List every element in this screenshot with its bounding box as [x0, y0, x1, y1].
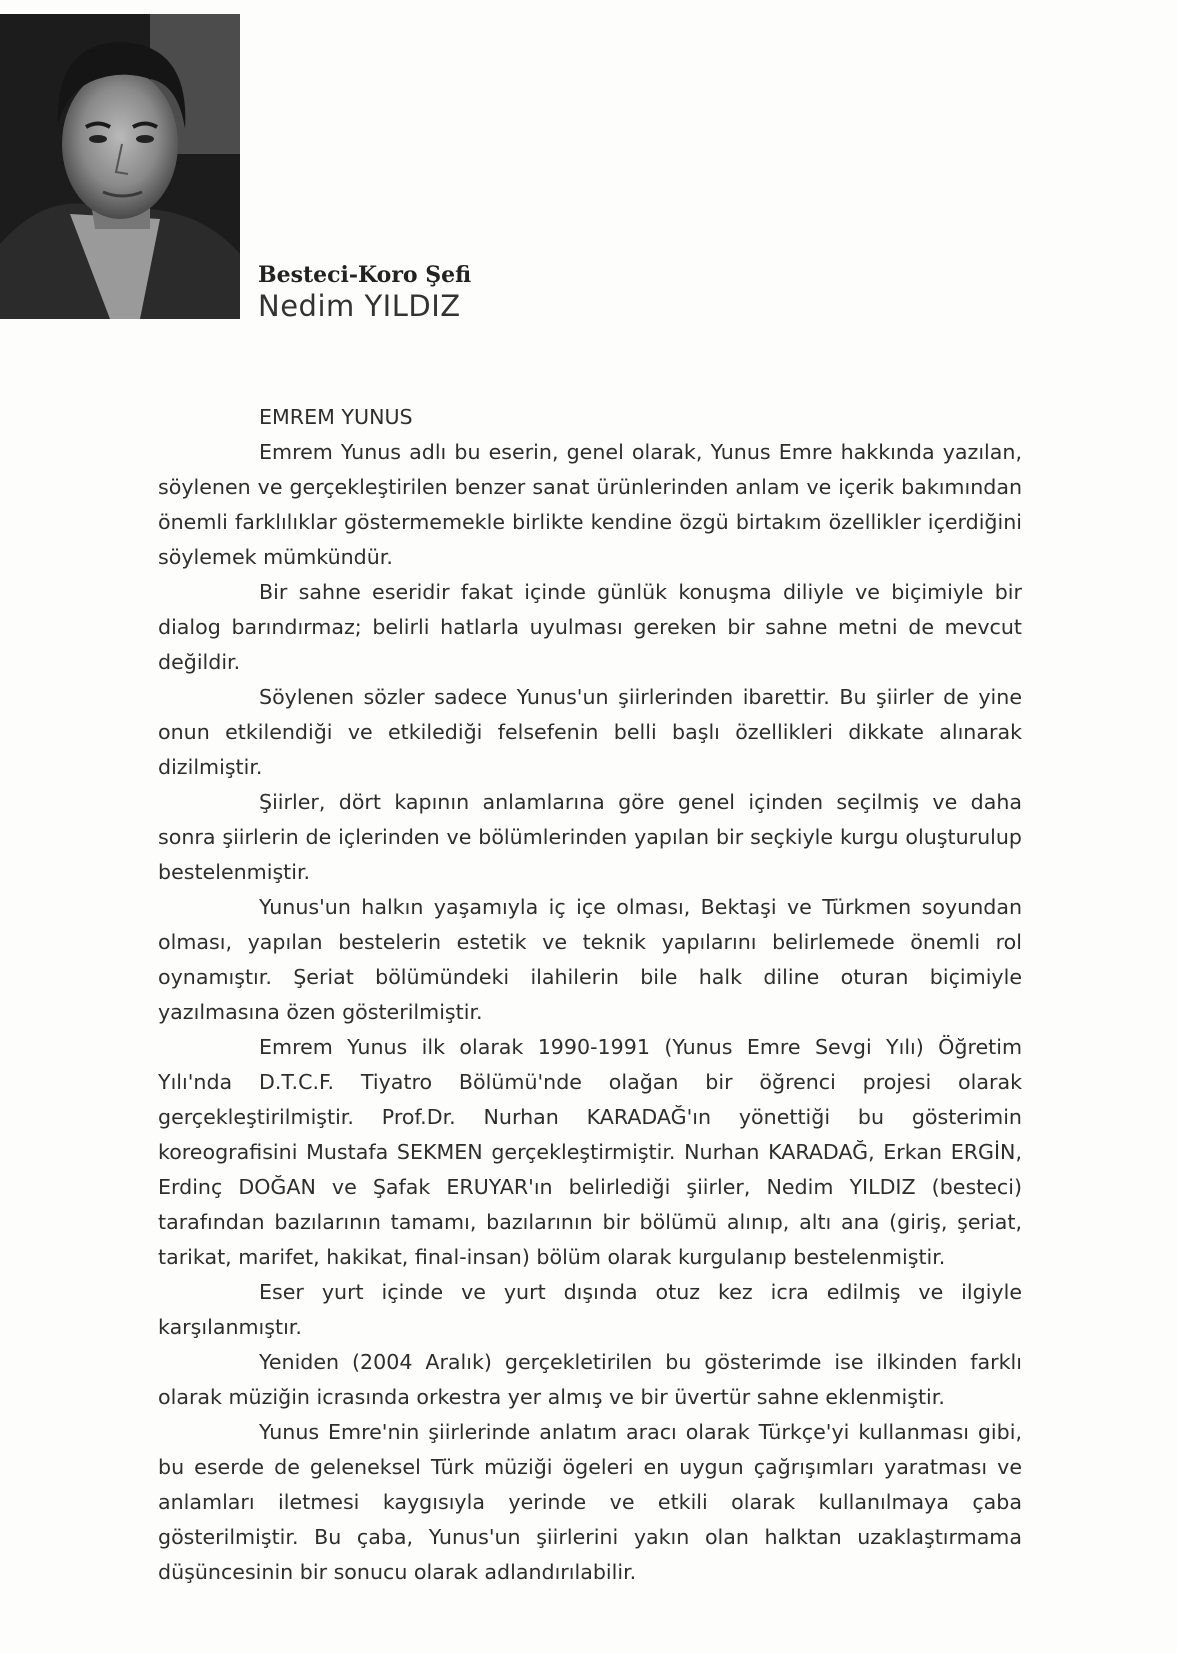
article-paragraph: Yeniden (2004 Aralık) gerçekletirilen bu gösterimde ise ilkinden farklı olarak müziğin icrasında orkestra yer almış ve bir üvertür sahne eklenmiştir.: [158, 1350, 1022, 1409]
article-paragraph: Şiirler, dört kapının anlamlarına göre genel içinden seçilmiş ve daha sonra şiirlerin de içlerinden ve bölümlerinden yapılan bir seçkiyle kurgu oluşturulup bestelenmiştir.: [158, 790, 1022, 884]
article-paragraph: Emrem Yunus adlı bu eserin, genel olarak, Yunus Emre hakkında yazılan, söylenen ve gerçekleştirilen benzer sanat ürünlerinden anlam ve içerik bakımından önemli farklılıklar göstermemekle birlikte kendine özgü birtakım özellikler içerdiğini söylemek mümkündür.: [158, 440, 1022, 569]
article-heading: EMREM YUNUS: [259, 405, 413, 429]
article-paragraph: Yunus Emre'nin şiirlerinde anlatım aracı olarak Türkçe'yi kullanması gibi, bu eserde de geleneksel Türk müziği ögeleri en uygun çağrışımları yaratması ve anlamları iletmesi kaygısıyla yerinde ve etkili olarak kullanılmaya çaba gösterilmiştir. Bu çaba, Yunus'un şiirlerini yakın olan halktan uzaklaştırmama düşüncesinin bir sonucu olarak adlandırılabilir.: [158, 1420, 1022, 1584]
profile-name: Nedim YILDIZ: [258, 289, 461, 323]
article-paragraph: Bir sahne eseridir fakat içinde günlük konuşma diliyle ve biçimiyle bir dialog barındırmaz; belirli hatlarla uyulması gereken bir sahne metni de mevcut değildir.: [158, 580, 1022, 674]
article-paragraph: Yunus'un halkın yaşamıyla iç içe olması, Bektaşi ve Türkmen soyundan olması, yapılan bestelerin estetik ve teknik yapılarını belirlemede önemli rol oynamıştır. Şeriat bölümündeki ilahilerin bile halk diline oturan biçimiyle yazılmasına özen gösterilmiştir.: [158, 895, 1022, 1024]
profile-role: Besteci-Koro Şefi: [258, 262, 472, 288]
article-paragraph: Emrem Yunus ilk olarak 1990-1991 (Yunus Emre Sevgi Yılı) Öğretim Yılı'nda D.T.C.F. Tiyatro Bölümü'nde olağan bir öğrenci projesi olarak gerçekleştirilmiştir. Prof.Dr. Nurhan KARADAĞ'ın yönettiği bu gösterimin koreografisini Mustafa SEKMEN gerçekleştirmiştir. Nurhan KARADAĞ, Erkan ERGİN, Erdinç DOĞAN ve Şafak ERUYAR'ın belirlediği şiirler, Nedim YILDIZ (besteci) tarafından bazılarının tamamı, bazılarının bir bölümü alınıp, altı ana (giriş, şeriat, tarikat, marifet, hakikat, final-insan) bölüm olarak kurgulanıp bestelenmiştir.: [158, 1035, 1022, 1269]
article-body: [158, 400, 1022, 1590]
article-paragraph: Eser yurt içinde ve yurt dışında otuz kez icra edilmiş ve ilgiyle karşılanmıştır.: [158, 1280, 1022, 1339]
portrait-illustration: [0, 14, 240, 319]
portrait-photo: [0, 14, 240, 319]
article-paragraph: Söylenen sözler sadece Yunus'un şiirlerinden ibarettir. Bu şiirler de yine onun etkilendiği ve etkilediği felsefenin belli başlı özellikleri dikkate alınarak dizilmiştir.: [158, 685, 1022, 779]
